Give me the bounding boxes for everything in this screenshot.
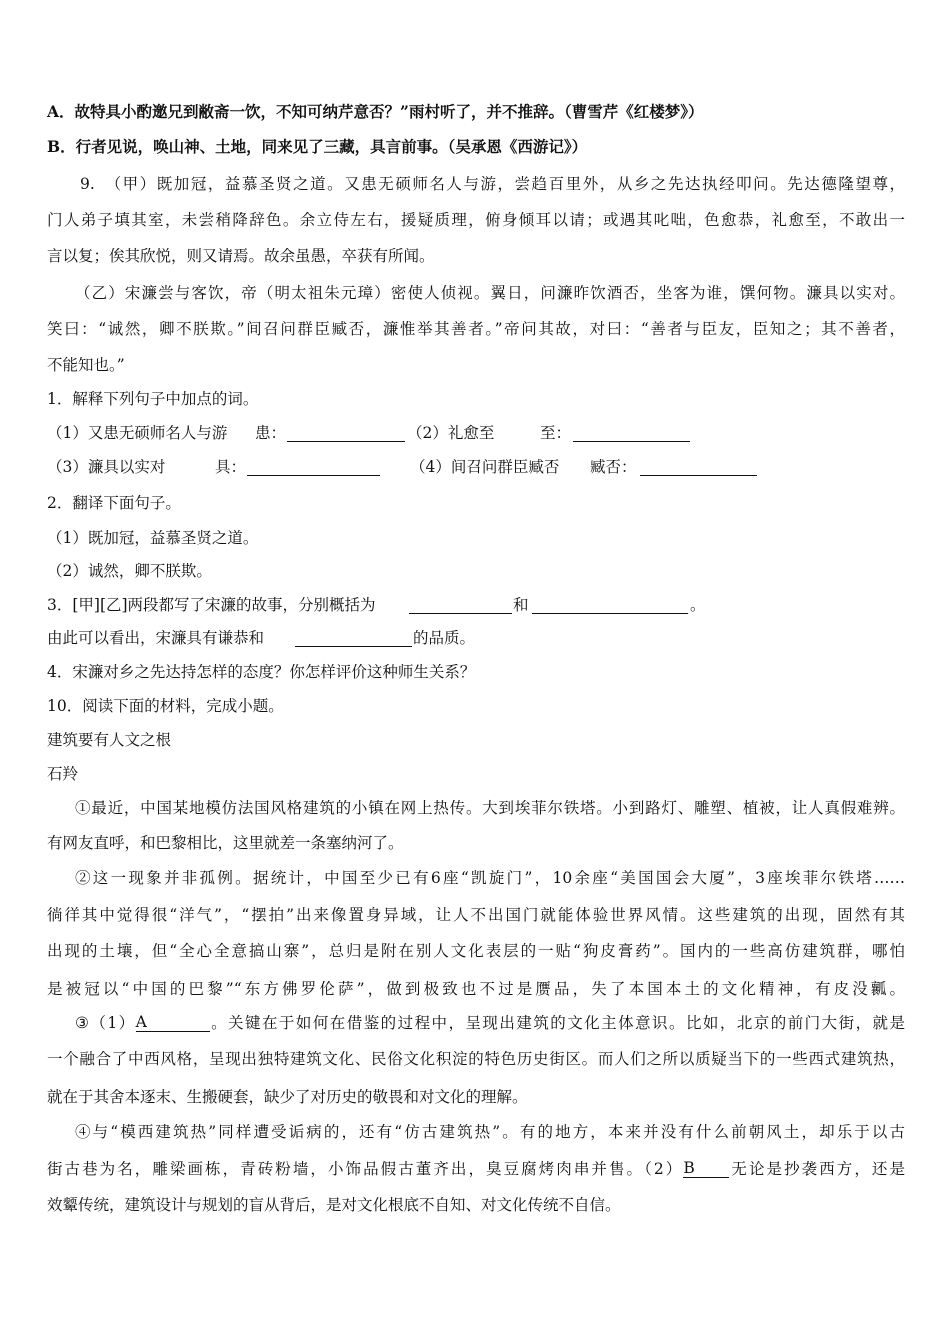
item-3-word: 具： — [215, 458, 247, 476]
sub3-text: 由此可以看出，宋濂具有谦恭和 — [47, 629, 265, 647]
q9-sub1-title: 1．解释下列句子中加点的词。 — [47, 390, 259, 408]
answer-blank-6[interactable] — [532, 594, 688, 614]
answer-blank-1[interactable] — [287, 422, 405, 442]
q9-sub3-line2 — [47, 627, 907, 649]
answer-blank-4[interactable] — [640, 456, 757, 476]
p4-text: 街古巷为名，雕梁画栋，青砖粉墙，小饰品假古董齐出，臭豆腐烤肉串并售。（2） — [47, 1160, 684, 1178]
option-a: A．故特具小酌邀兄到敝斋一饮，不知可纳芹意否？”雨村听了，并不推辞。（曹雪芹《红楼梦》） — [47, 102, 704, 121]
item-3: （3）濂具以实对 — [47, 458, 166, 476]
q9-sub1-row2 — [47, 456, 907, 478]
article-title: 建筑要有人文之根 — [47, 731, 172, 749]
paragraph-1-line: ①最近，中国某地模仿法国风格建筑的小镇在网上热传。大到埃菲尔铁塔。小到路灯、雕塑、植被，让人真假难辨。 — [75, 799, 905, 817]
item-2-word: 至： — [540, 424, 572, 442]
paragraph-4-line: 效颦传统，建筑设计与规划的盲从背后，是对文化根底不自知、对文化传统不自信。 — [47, 1196, 621, 1214]
paragraph-4-line — [47, 1158, 905, 1180]
item-1: （1）又患无硕师名人与游 — [47, 424, 228, 442]
p3-rest: 。关键在于如何在借鉴的过程中，呈现出建筑的文化主体意识。比如，北京的前门大街，就是 — [209, 1014, 905, 1032]
paragraph-3-line — [75, 1012, 905, 1034]
option-b: B．行者见说，唤山神、土地，同来见了三藏，具言前事。（吴承恩《西游记》） — [47, 137, 588, 156]
paragraph-3-line: 一个融合了中西风格，呈现出独特建筑文化、民俗文化积淀的特色历史街区。而人们之所以质疑当下的一些西式建筑热， — [47, 1050, 905, 1068]
q9-sub2-s2: （2）诚然，卿不朕欺。 — [47, 562, 212, 580]
paragraph-2-line: 出现的土壤，但“全心全意搞山寨”，总归是附在别人文化表层的一贴“狗皮膏药”。国内的一些高仿建筑群，哪怕 — [47, 942, 905, 960]
paragraph-3-line: 就在于其舍本逐末、生搬硬套，缺少了对历史的敬畏和对文化的理解。 — [47, 1088, 528, 1106]
paragraph-1-line: 有网友直呼，和巴黎相比，这里就差一条塞纳河了。 — [47, 834, 404, 852]
p3-prefix: ③（1） — [75, 1014, 136, 1032]
blank-b[interactable]: B — [683, 1158, 729, 1178]
article-author: 石羚 — [47, 765, 79, 783]
sub3-end: 。 — [690, 596, 706, 614]
blank-a[interactable]: A — [136, 1012, 210, 1032]
q9-sub2-title: 2．翻译下面句子。 — [47, 494, 181, 512]
q9-yi-line: （乙）宋濂尝与客饮，帝（明太祖朱元璋）密使人侦视。翼日，问濂昨饮酒否，坐客为谁，馔何物。濂具以实对。 — [75, 284, 905, 302]
item-4: （4）间召问群臣臧否 — [410, 458, 560, 476]
paragraph-2-line: ②这一现象并非孤例。据统计，中国至少已有6座“凯旋门”，10余座“美国国会大厦”，3座埃菲尔铁塔…… — [75, 869, 905, 887]
item-2: （2）礼愈至 — [407, 424, 495, 442]
q9-jia-line: 9. （甲）既加冠，益慕圣贤之道。又患无硕师名人与游，尝趋百里外，从乡之先达执经叩问。先达德隆望尊， — [80, 175, 905, 193]
q9-jia-line: 言以复；俟其欣悦，则又请焉。故余虽愚，卒获有所闻。 — [47, 247, 435, 265]
q10-title: 10．阅读下面的材料，完成小题。 — [47, 697, 284, 715]
q9-yi-line: 不能知也。” — [47, 356, 125, 374]
q9-sub1-row1 — [47, 422, 907, 444]
sub3-end: 的品质。 — [413, 629, 476, 647]
paragraph-2-line: 是被冠以“中国的巴黎”“东方佛罗伦萨”，做到极致也不过是赝品，失了本国本土的文化精神，有皮没瓤。 — [47, 980, 905, 998]
item-4-word: 臧否： — [590, 458, 637, 476]
p4-text: 无论是抄袭西方，还是 — [729, 1160, 905, 1178]
paragraph-2-line: 徜徉其中觉得很“洋气”，“摆拍”出来像置身异域，让人不出国门就能体验世界风情。这些建筑的出现，固然有其 — [47, 906, 905, 924]
paragraph-4-line: ④与“模西建筑热”同样遭受诟病的，还有“仿古建筑热”。有的地方，本来并没有什么前朝风土，却乐于以古 — [75, 1123, 905, 1141]
answer-blank-5[interactable] — [409, 594, 512, 614]
answer-blank-3[interactable] — [247, 456, 380, 476]
q9-sub4: 4．宋濂对乡之先达持怎样的态度？你怎样评价这种师生关系？ — [47, 663, 476, 681]
answer-blank-7[interactable] — [295, 627, 412, 647]
q9-sub3-line1 — [47, 594, 907, 616]
sub3-and: 和 — [513, 596, 529, 614]
q9-yi-line: 笑曰：“诚然，卿不朕欺。”间召问群臣臧否，濂惟举其善者。”帝问其故，对曰：“善者与臣友，臣知之；其不善者， — [47, 320, 905, 338]
q9-jia-line: 门人弟子填其室，未尝稍降辞色。余立侍左右，援疑质理，俯身倾耳以请；或遇其叱咄，色愈恭，礼愈至，不敢出一 — [47, 211, 905, 229]
answer-blank-2[interactable] — [573, 422, 690, 442]
q9-sub2-s1: （1）既加冠，益慕圣贤之道。 — [47, 529, 259, 547]
sub3-text: 3．[甲][乙]两段都写了宋濂的故事，分别概括为 — [47, 596, 376, 614]
item-1-word: 患： — [255, 424, 287, 442]
